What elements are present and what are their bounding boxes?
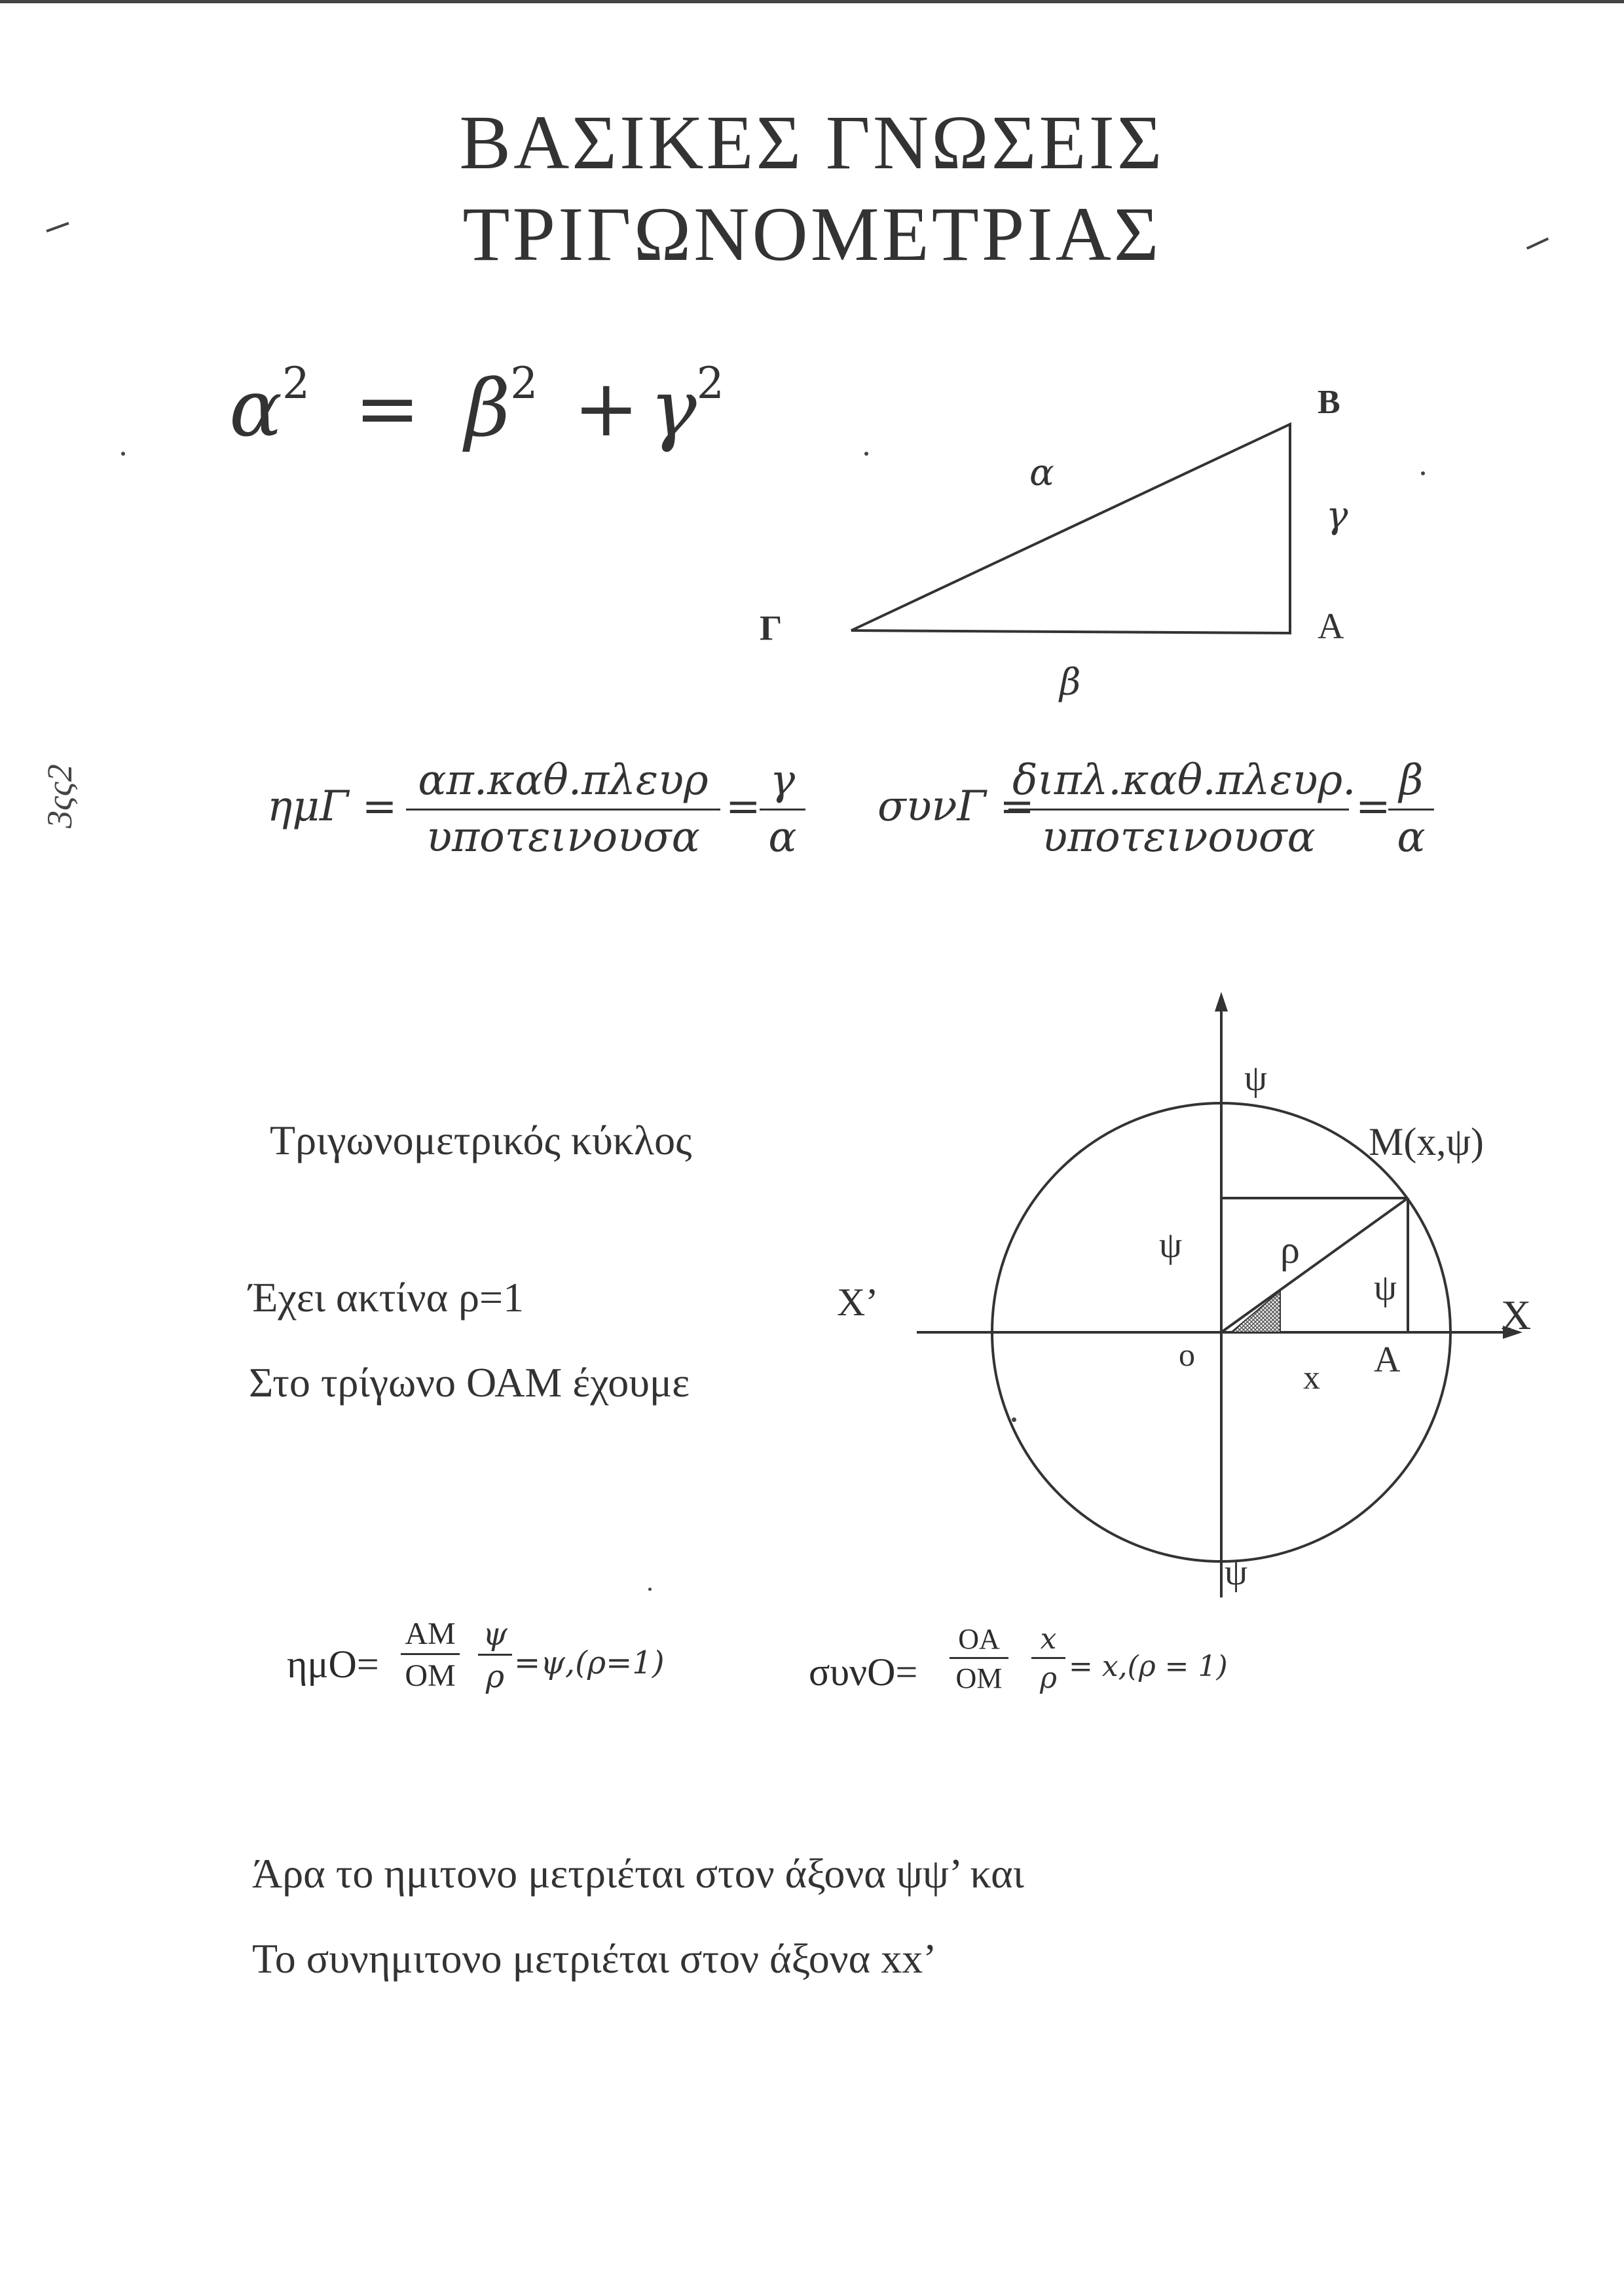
- vertex-a-label: Α: [1318, 606, 1344, 647]
- sin-formula-lhs: ημO=: [287, 1643, 379, 1686]
- speck-4: [1012, 1417, 1016, 1422]
- y-axis-arrow: [1215, 992, 1228, 1011]
- cosine-denominator: υποτεινουσα: [1008, 809, 1349, 862]
- psi-right-label: ψ: [1374, 1267, 1397, 1308]
- formula-exp-2: 2: [510, 358, 538, 409]
- origin-label: o: [1179, 1336, 1195, 1373]
- formula-exp-3: 2: [696, 358, 724, 409]
- formula-gamma: γ: [649, 363, 697, 454]
- sin-formula-frac-1: [401, 1616, 460, 1694]
- side-c-label: γ: [1326, 494, 1348, 537]
- side-a-label: α: [1029, 452, 1054, 494]
- title-line-1: ΒΑΣΙΚΕΣ ΓΝΩΣΕΙΣ: [459, 100, 1165, 185]
- formula-equals: =: [354, 363, 420, 454]
- x-axis-label: X: [1501, 1292, 1532, 1338]
- rho-label: ρ: [1280, 1228, 1300, 1271]
- radius-om: [1221, 1198, 1408, 1332]
- speck-1: [121, 452, 125, 456]
- psi-left-label: ψ: [1159, 1225, 1183, 1266]
- x-segment-label: x: [1303, 1359, 1320, 1396]
- vertex-g-label: Γ: [760, 608, 783, 647]
- conclusion-line-2: Το συνημιτονο μετριέται στον άξονα xx’: [252, 1935, 937, 1982]
- formula-beta: β: [464, 363, 511, 454]
- side-b-label: β: [1060, 661, 1081, 704]
- speck-3: [1421, 471, 1425, 475]
- cosine-equals: =: [1356, 782, 1391, 831]
- point-m-label: M(x,ψ): [1369, 1120, 1484, 1163]
- speck-2: [864, 452, 868, 456]
- triangle-oam-note: Στο τρίγωνο ΟΑΜ έχουμε: [249, 1359, 690, 1406]
- cosine-numerator: διπλ.καθ.πλευρ.: [1012, 756, 1356, 805]
- sin-formula-frac-2: [478, 1616, 512, 1695]
- cos-frac1-num: OA: [958, 1623, 1000, 1655]
- sin-frac1-den: OM: [401, 1653, 460, 1694]
- psi-bottom-label: ψ: [1225, 1552, 1248, 1593]
- sin-formula-rest: =ψ,(ρ=1): [514, 1645, 665, 1681]
- formula-plus: +: [573, 363, 639, 454]
- speck-5: [648, 1588, 652, 1591]
- sine-equals: =: [726, 782, 761, 831]
- cos-frac1-den: OM: [950, 1657, 1008, 1695]
- sine-lhs: ημΓ =: [267, 782, 397, 831]
- cosine-lhs: συνΓ =: [877, 782, 1035, 831]
- sine-ratio-den: α: [760, 809, 805, 862]
- sine-denominator: υποτεινουσα: [406, 809, 720, 862]
- cos-formula-rest: = x,(ρ = 1): [1069, 1650, 1228, 1683]
- conclusion-line-1: Άρα το ημιτονο μετριέται στον άξονα ψψ’ και: [252, 1850, 1024, 1897]
- x-prime-label: X’: [837, 1281, 879, 1324]
- sine-numerator: απ.καθ.πλευρ: [418, 756, 709, 805]
- point-a-label: A: [1374, 1339, 1401, 1380]
- cos-formula-frac-2: [1031, 1622, 1065, 1695]
- circle-heading: Τριγωνομετρικός κύκλος: [270, 1117, 692, 1163]
- margin-note: 3ςς2: [40, 764, 79, 828]
- psi-top-label: ψ: [1244, 1058, 1268, 1099]
- title-line-2: ΤΡΙΓΩΝΟΜΕΤΡΙΑΣ: [462, 191, 1162, 277]
- cos-formula-frac-1: [950, 1622, 1008, 1695]
- angle-hatch: [1231, 1291, 1280, 1332]
- cos-frac2-den: ρ: [1031, 1657, 1065, 1695]
- scan-top-edge: [0, 0, 1624, 3]
- sine-ratio-num: γ: [769, 756, 796, 805]
- sin-frac1-num: AM: [405, 1616, 456, 1651]
- formula-exp-1: 2: [282, 358, 310, 409]
- sin-frac2-num: ψ: [483, 1616, 507, 1652]
- cos-formula-lhs: συνO=: [809, 1650, 918, 1694]
- radius-note: Έχει ακτίνα ρ=1: [249, 1274, 525, 1321]
- cosine-ratio-den: α: [1388, 809, 1434, 862]
- formula-alpha: α: [229, 363, 283, 454]
- sin-frac2-den: ρ: [478, 1654, 512, 1695]
- vertex-b-label: Β: [1318, 384, 1340, 421]
- cos-frac2-num: x: [1040, 1622, 1057, 1656]
- cosine-ratio-num: β: [1399, 756, 1424, 805]
